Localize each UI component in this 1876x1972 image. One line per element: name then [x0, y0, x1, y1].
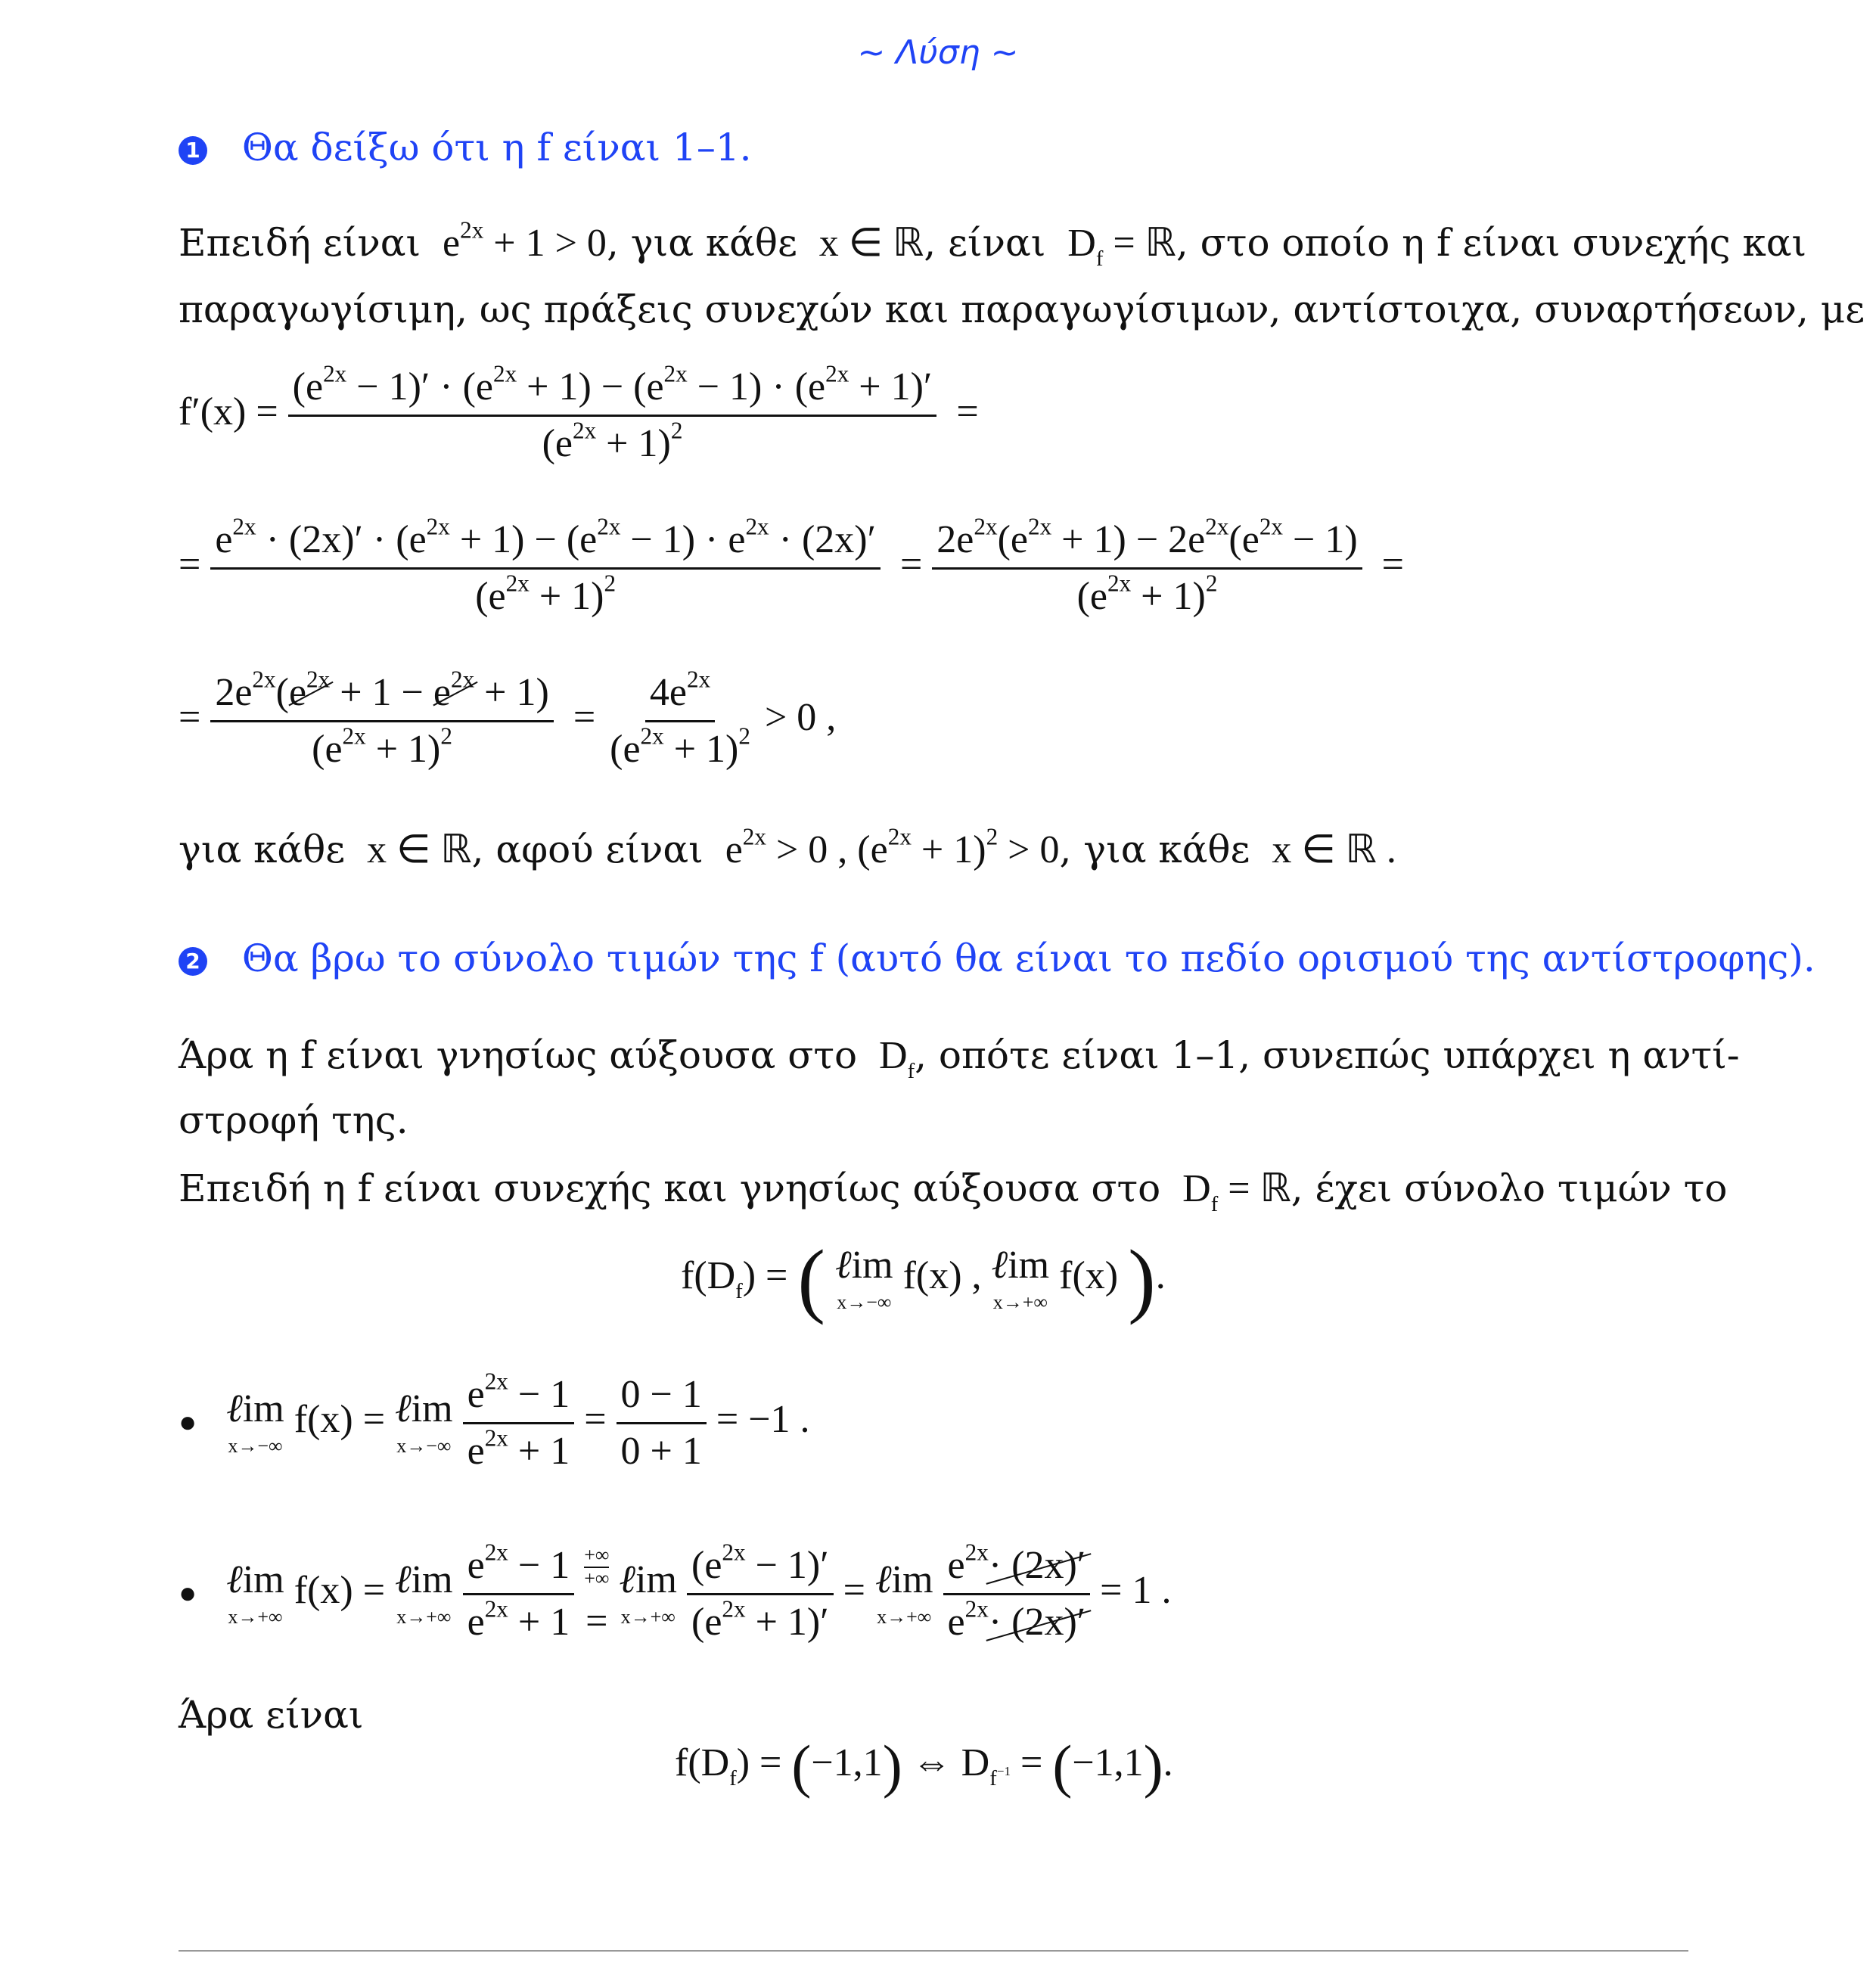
limit-plus-infinity: ● ℓim x→+∞ f(x) = ℓim x→+∞ $\frac{e^{2x} - 1}{e^{2x} + 1}$ +∞ +∞ = ℓim x→+∞ $\frac{(e^{2x} - 1)'}{(e^{2x} + 1)'}$ = ℓim x→+∞ $\frac{e^{2x}\cdot (2x)'}{e^{2x}\cdot (2x)'}$ = 1 . [179, 1539, 1172, 1644]
step-2-badge: 2 [179, 947, 207, 976]
derivative-equation-2: = $\frac{e^{2x} \cdot (2x)' \cdot (e^{2x} + 1) - (e^{2x} - 1) \cdot e^{2x} \cdot (2x)'}{(e^{2x} + 1)^2}$ = $\frac{2e^{2x}(e^{2x} + 1) - 2e^{2x}(e^{2x} - 1)}{(e^{2x} + 1)^2}$ = [179, 513, 1404, 618]
step-1-heading: 1 Θα δείξω ότι η f είναι 1–1. [179, 129, 752, 166]
final-formula: $f(D_f) = (-1,1)$ ⇔ $D_{f^{-1}} = (-1,1)$. [675, 1733, 1173, 1799]
paragraph-1-line-2: παραγωγίσιμη, ως πράξεις συνεχών και παραγωγίσιμων, αντίστοιχα, συναρτήσεων, με [179, 287, 1865, 331]
paragraph-4: Επειδή η f είναι συνεχής και γνησίως αύξουσα στο $D_f$ = ℝ, έχει σύνολο τιμών το [179, 1166, 1728, 1216]
derivative-equation-1: f′(x) = $\frac{(e^{2x} - 1)' \cdot (e^{2x} + 1) - (e^{2x} - 1) \cdot (e^{2x} + 1)'}{(e^{2x} + 1)^2}$ = [179, 360, 979, 465]
step-2-heading: 2 Θα βρω το σύνολο τιμών της f (αυτό θα είναι το πεδίο ορισμού της αντίστροφης). [179, 939, 1815, 977]
step-1-badge: 1 [179, 136, 207, 165]
paragraph-5: Άρα είναι [179, 1693, 364, 1737]
derivative-equation-3: = $\frac{2e^{2x}(e^{2x} + 1 - e^{2x} + 1)}{(e^{2x} + 1)^2}$ = $\frac{4e^{2x}}{(e^{2x} + 1)^2}$ > 0 , [179, 666, 837, 771]
solution-title: ~ Λύση ~ [857, 33, 1019, 72]
range-formula: $f(D_f)$ = ( ℓim x→−∞ f(x) , ℓim x→+∞ f(x) ). [681, 1233, 1166, 1325]
limit-minus-infinity: ● ℓim x→−∞ f(x) = ℓim x→−∞ $\frac{e^{2x} - 1}{e^{2x} + 1}$ = $\frac{0 - 1}{0 + 1}$ = −1 . [179, 1368, 810, 1473]
paragraph-3-line-2: στροφή της. [179, 1098, 408, 1142]
cancel-mark: $e^{2x}$ [433, 666, 475, 714]
cancel-mark: · (2x)′ [988, 1600, 1086, 1644]
paragraph-2: για κάθε x ∈ ℝ, αφού είναι $e^{2x} > 0$ , $(e^{2x} + 1)^2 > 0$, για κάθε x ∈ ℝ . [179, 823, 1396, 871]
paragraph-1-line-1: Επειδή είναι $e^{2x} + 1 > 0$, για κάθε x ∈ ℝ, είναι $D_f$ = ℝ, στο οποίο η f είναι συνεχής και [179, 216, 1807, 271]
cancel-mark: $e^{2x}$ [288, 666, 331, 714]
paragraph-3-line-1: Άρα η f είναι γνησίως αύξουσα στο $D_f$, οπότε είναι 1–1, συνεπώς υπάρχει η αντί- [179, 1033, 1740, 1083]
cancel-mark: · (2x)′ [988, 1544, 1086, 1587]
page-divider [179, 1950, 1688, 1952]
lhopital-equals: +∞ +∞ = [584, 1544, 610, 1644]
